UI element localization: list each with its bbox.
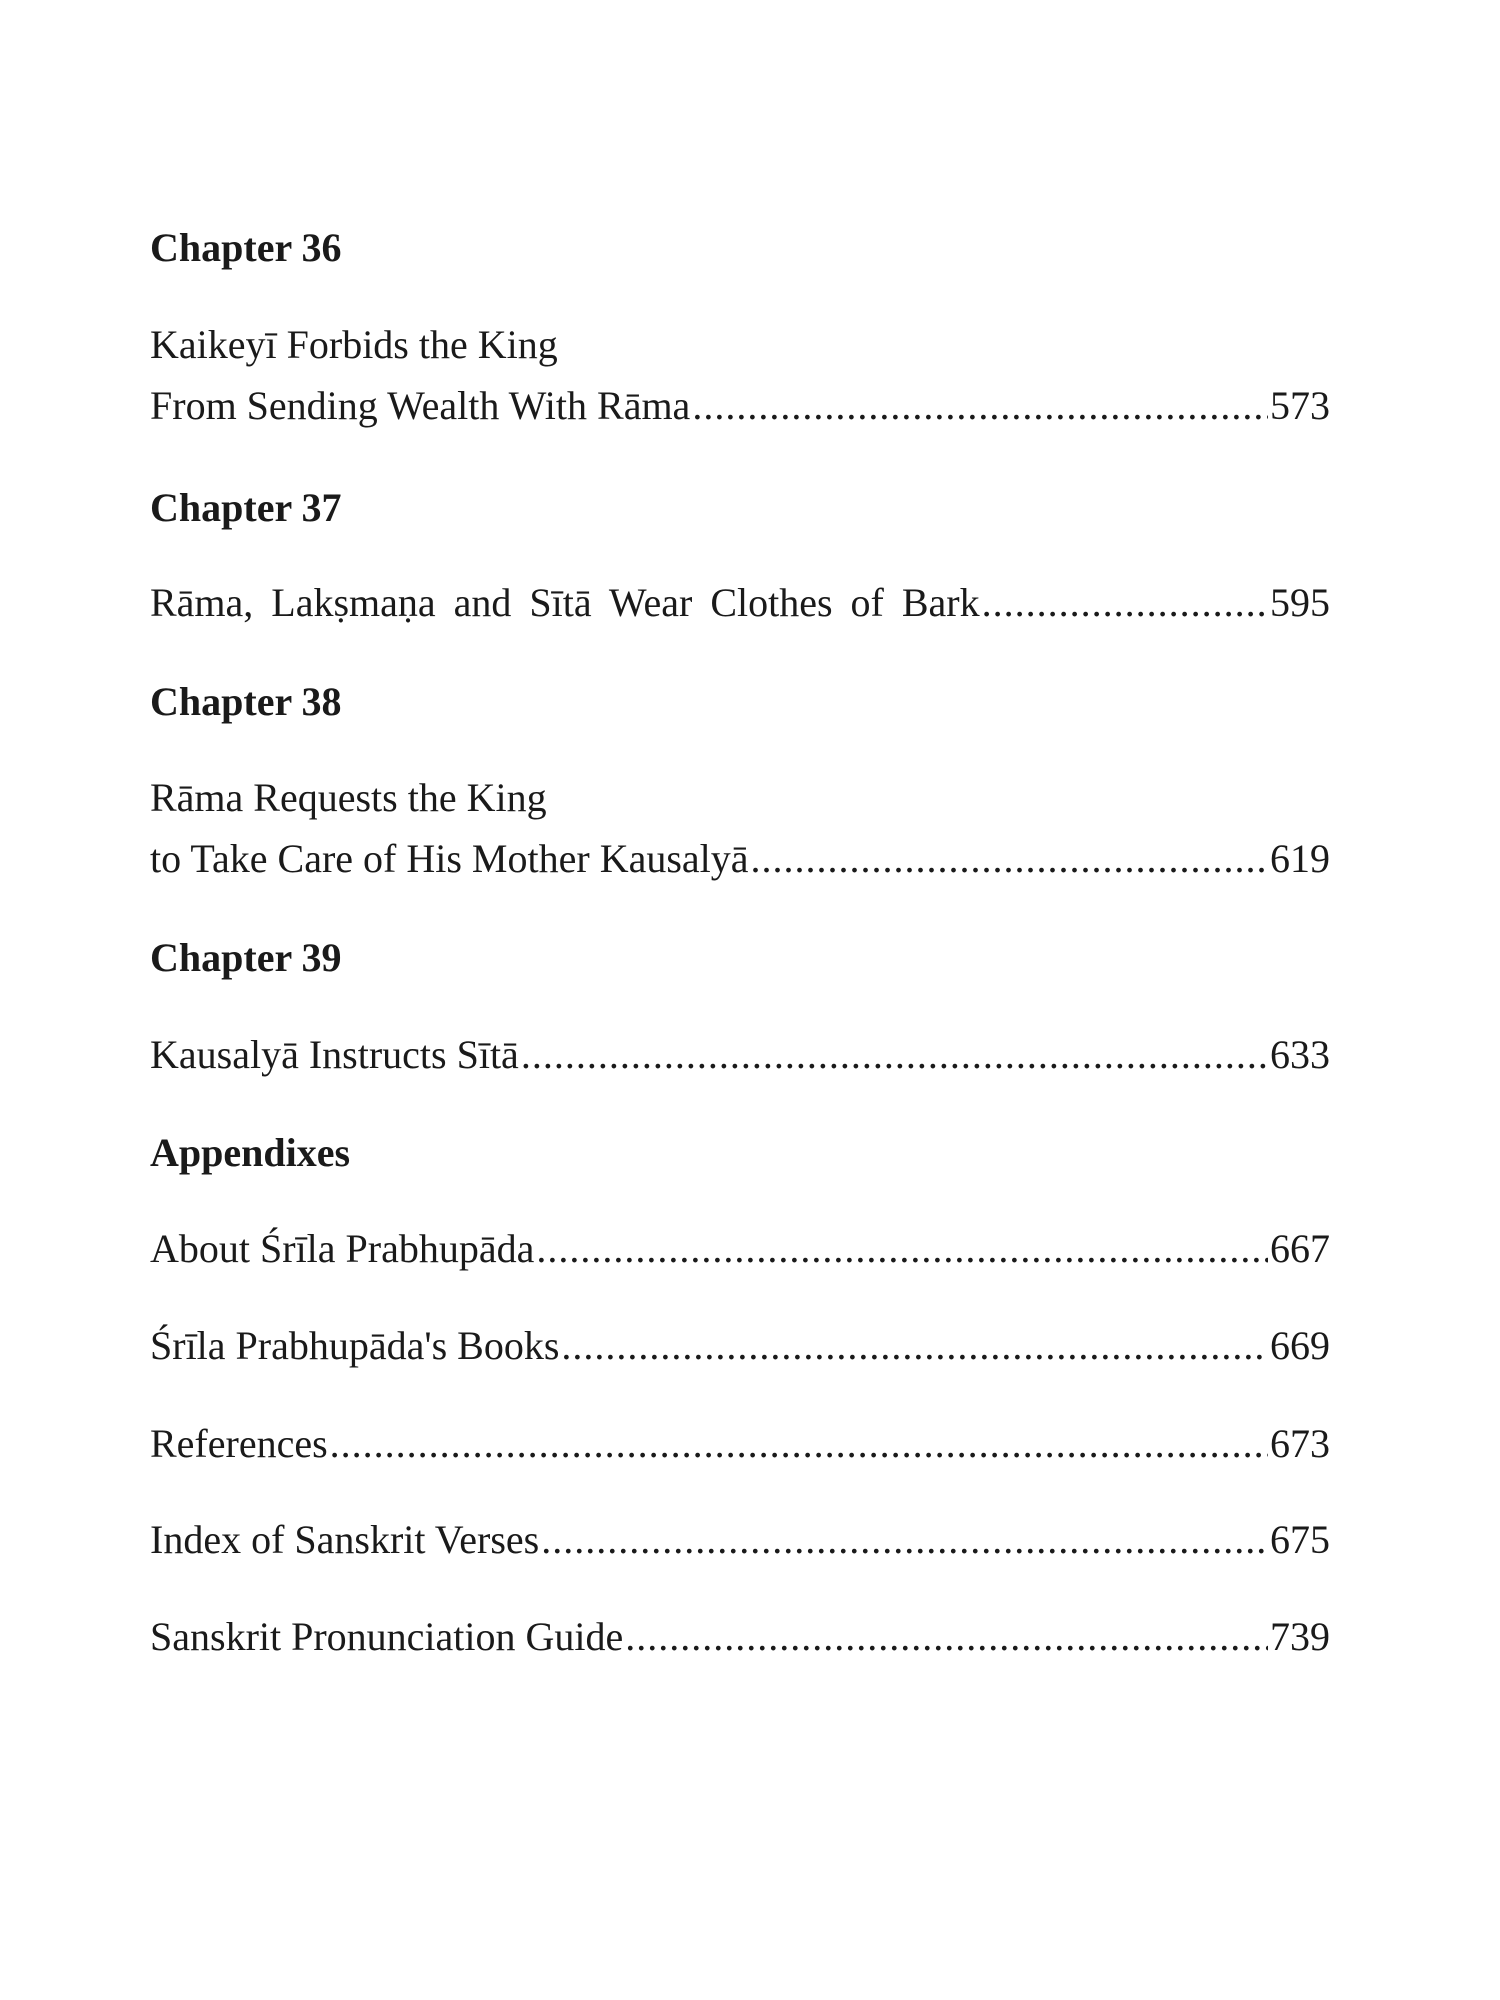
entry-title-line1: Kaikeyī Forbids the King — [150, 322, 558, 367]
entry-title: From Sending Wealth With Rāma — [150, 383, 691, 428]
page-number: 673 — [1270, 1421, 1330, 1466]
chapter-heading: Chapter 38 — [150, 679, 342, 724]
dot-leader — [625, 1617, 1268, 1657]
toc-entry[interactable] — [150, 580, 1330, 625]
dot-leader — [521, 1035, 1268, 1075]
page-number: 669 — [1270, 1323, 1330, 1368]
chapter-heading: Chapter 36 — [150, 225, 342, 270]
dot-leader — [561, 1326, 1268, 1366]
chapter-heading: Chapter 39 — [150, 935, 342, 980]
toc-entry[interactable] — [150, 322, 1330, 428]
entry-title: Index of Sanskrit Verses — [150, 1517, 540, 1562]
page-number: 573 — [1270, 383, 1330, 428]
entry-title: Rāma, Lakṣmaṇa and Sītā Wear Clothes of Bark — [150, 580, 980, 625]
page-number: 595 — [1270, 580, 1330, 625]
appendixes-heading: Appendixes — [150, 1130, 351, 1175]
toc-entry[interactable] — [150, 1226, 1330, 1271]
dot-leader — [541, 1520, 1268, 1560]
chapter-heading: Chapter 37 — [150, 485, 342, 530]
entry-title: Kausalyā Instructs Sītā — [150, 1032, 519, 1077]
entry-title: to Take Care of His Mother Kausalyā — [150, 836, 749, 881]
toc-entry[interactable] — [150, 1421, 1330, 1466]
toc-entry[interactable] — [150, 1323, 1330, 1368]
page-number: 633 — [1270, 1032, 1330, 1077]
page-number: 675 — [1270, 1517, 1330, 1562]
page-number: 667 — [1270, 1226, 1330, 1271]
dot-leader — [692, 386, 1268, 426]
toc-entry[interactable] — [150, 775, 1330, 881]
entry-title: About Śrīla Prabhupāda — [150, 1226, 535, 1271]
toc-entry[interactable] — [150, 1032, 1330, 1077]
page-number: 739 — [1270, 1614, 1330, 1659]
toc-entry[interactable] — [150, 1614, 1330, 1659]
dot-leader — [330, 1424, 1268, 1464]
dot-leader — [751, 839, 1268, 879]
entry-title: References — [150, 1421, 328, 1466]
entry-title: Sanskrit Pronunciation Guide — [150, 1614, 624, 1659]
entry-title-line1: Rāma Requests the King — [150, 775, 547, 820]
toc-entry[interactable] — [150, 1517, 1330, 1562]
entry-title: Śrīla Prabhupāda's Books — [150, 1323, 560, 1368]
dot-leader — [536, 1229, 1268, 1269]
dot-leader — [982, 583, 1268, 623]
page-number: 619 — [1270, 836, 1330, 881]
